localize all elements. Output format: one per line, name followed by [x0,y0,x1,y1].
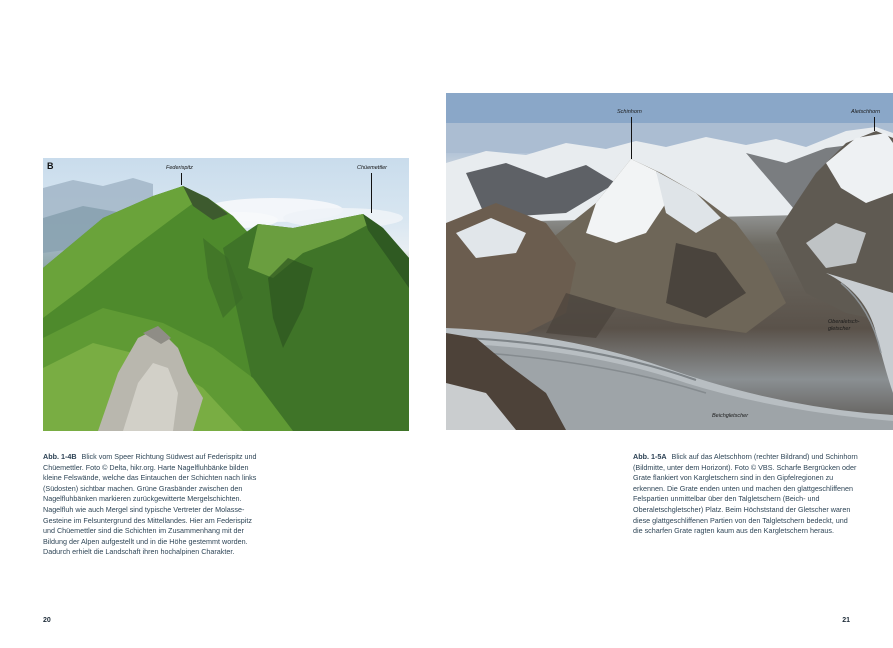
caption-text-left: Blick vom Speer Richtung Südwest auf Federispitz und Chüemettler. Foto © Delta, hikr.org. Harte Nagelfluhbänke bilden kleine Felswände, welche das Eintauchen der Schichten nach links (Südosten) sichtbar machen. Grüne Grasbänder zwischen den Nagelfluhbänken markieren zurückgewitterte Mergelschichten. Nagelfluh wie auch Mergel sind typische Vertreter der Molasse-Gesteine im Felsuntergrund des Mittellandes. Hier am Federispitz und Chüemettler sind die Schichten im Zusammenhang mit der Bildung der Alpen aufgestellt und in die Höhe gestemmt worden. Dadurch erhielt die Landschaft ihren hochalpinen Charakter. [43,452,257,557]
ridge-landscape-illustration [43,158,409,431]
peak-pointer-schinhorn [631,117,632,159]
peak-pointer-chuemettler [371,173,372,213]
left-page [0,0,446,648]
federispitz-photo [43,158,409,431]
glacier-landscape-illustration [446,93,893,430]
figure-caption-right [633,452,859,537]
caption-text-right: Blick auf das Aletschhorn (rechter Bildrand) und Schinhorn (Bildmitte, unter dem Horizont). Foto © VBS. Scharfe Bergrücken oder Grate flankiert von Kargletschern sind in den Gipfelregionen zu erkennen. Die Grate enden unten und machen den glattgeschliffenen Felspartien unmittelbar über den Talgletschern (Beich- und Oberaletschgletscher) Platz. Beim Höchststand der Gletscher waren diese glattgeschliffenen Partien von den Talgletschern bedeckt, und die scharfen Grate ragten kaum aus den Kargletschern heraus. [633,452,858,536]
figure-caption-left [43,452,265,558]
figure-id-right: Abb. 1-5A [633,452,667,461]
peak-label-schinhorn: Schinhorn [617,109,642,115]
peak-pointer-federispitz [181,173,182,185]
peak-pointer-aletschhorn [874,117,875,131]
figure-id-left: Abb. 1-4B [43,452,77,461]
glacier-label-oberaletsch: Oberaletsch-gletscher [828,319,860,332]
aletsch-photo [446,93,893,430]
figure-letter: B [47,161,54,171]
peak-label-aletschhorn: Aletschhorn [851,109,881,115]
right-page [446,0,893,648]
peak-label-federispitz: Federispitz [166,165,193,171]
page-number-right: 21 [842,617,850,624]
glacier-label-beich: Beichgletscher [712,413,749,419]
peak-label-chuemettler: Chüemettler [357,165,387,171]
page-number-left: 20 [43,617,51,624]
